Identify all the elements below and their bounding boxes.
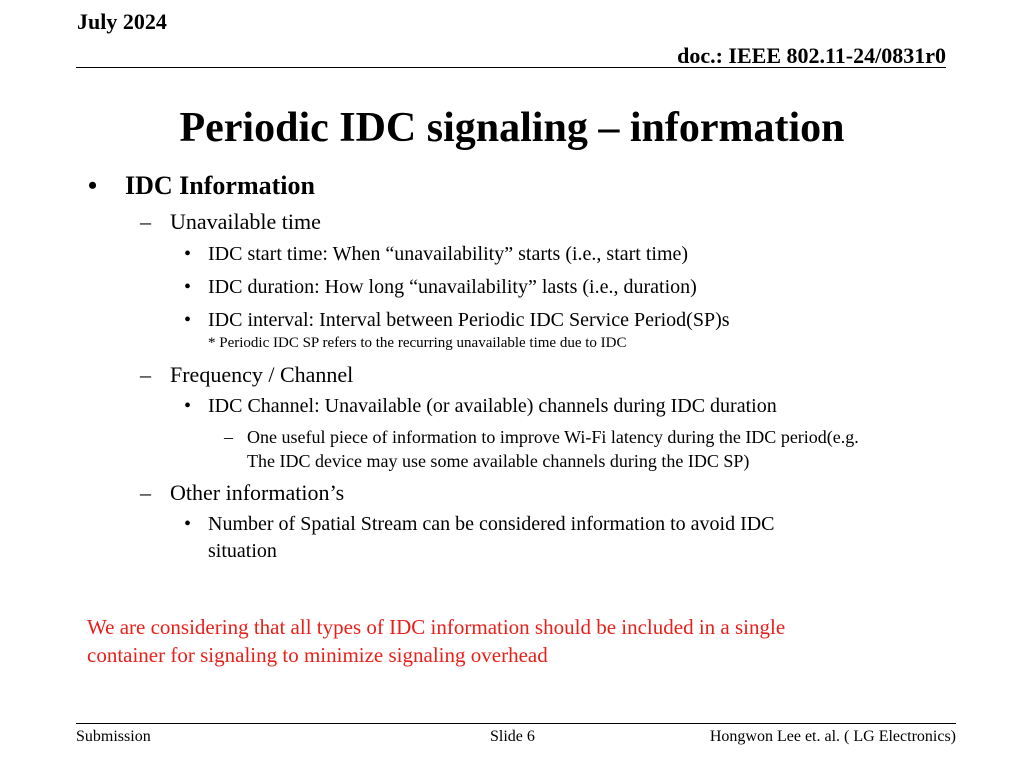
highlight-line-1: We are considering that all types of IDC information should be included in a single bbox=[87, 615, 786, 639]
dash-marker: – bbox=[140, 209, 151, 234]
dash-marker: – bbox=[140, 480, 151, 505]
highlight-line-2: container for signaling to minimize signaling overhead bbox=[87, 643, 548, 667]
list-item-duration: IDC duration: How long “unavailability” lasts (i.e., duration) bbox=[208, 276, 697, 298]
bullet-marker: • bbox=[184, 243, 192, 265]
list-item-spatial-stream-line-1: Number of Spatial Stream can be considered information to avoid IDC bbox=[208, 513, 775, 535]
subheading-other-information: Other information’s bbox=[170, 480, 345, 505]
bullet-marker: • bbox=[184, 395, 192, 417]
bullet-marker: • bbox=[184, 309, 192, 331]
list-item-idc-channel: IDC Channel: Unavailable (or available) channels during IDC duration bbox=[208, 395, 777, 417]
list-item-interval: IDC interval: Interval between Periodic IDC Service Period(SP)s bbox=[208, 309, 730, 331]
bullet-marker: • bbox=[88, 171, 98, 200]
highlight-statement bbox=[87, 613, 887, 669]
sub-item-line-1: One useful piece of information to improve Wi-Fi latency during the IDC period(e.g. bbox=[247, 427, 859, 447]
header-doc-id: doc.: IEEE 802.11-24/0831r0 bbox=[677, 43, 946, 68]
bullet-marker: • bbox=[184, 513, 192, 535]
footer-author: Hongwon Lee et. al. ( LG Electronics) bbox=[709, 728, 956, 745]
section-heading: IDC Information bbox=[125, 171, 315, 200]
header-divider bbox=[76, 67, 946, 68]
header-date: July 2024 bbox=[77, 9, 167, 34]
footnote-periodic-sp: * Periodic IDC SP refers to the recurring unavailable time due to IDC bbox=[208, 335, 627, 351]
slide-title: Periodic IDC signaling – information bbox=[179, 105, 845, 151]
bullet-marker: • bbox=[184, 276, 192, 298]
footer-slide-number: Slide 6 bbox=[490, 728, 535, 745]
footer-divider bbox=[76, 723, 956, 724]
list-item-start-time: IDC start time: When “unavailability” starts (i.e., start time) bbox=[208, 243, 689, 265]
subheading-frequency-channel: Frequency / Channel bbox=[170, 362, 354, 387]
list-item-spatial-stream-line-2: situation bbox=[208, 540, 277, 562]
dash-marker: – bbox=[140, 362, 151, 387]
dash-marker: – bbox=[224, 427, 233, 447]
subheading-unavailable-time: Unavailable time bbox=[170, 209, 321, 234]
footer-submission: Submission bbox=[76, 728, 151, 745]
sub-item-line-2: The IDC device may use some available channels during the IDC SP) bbox=[247, 451, 750, 471]
